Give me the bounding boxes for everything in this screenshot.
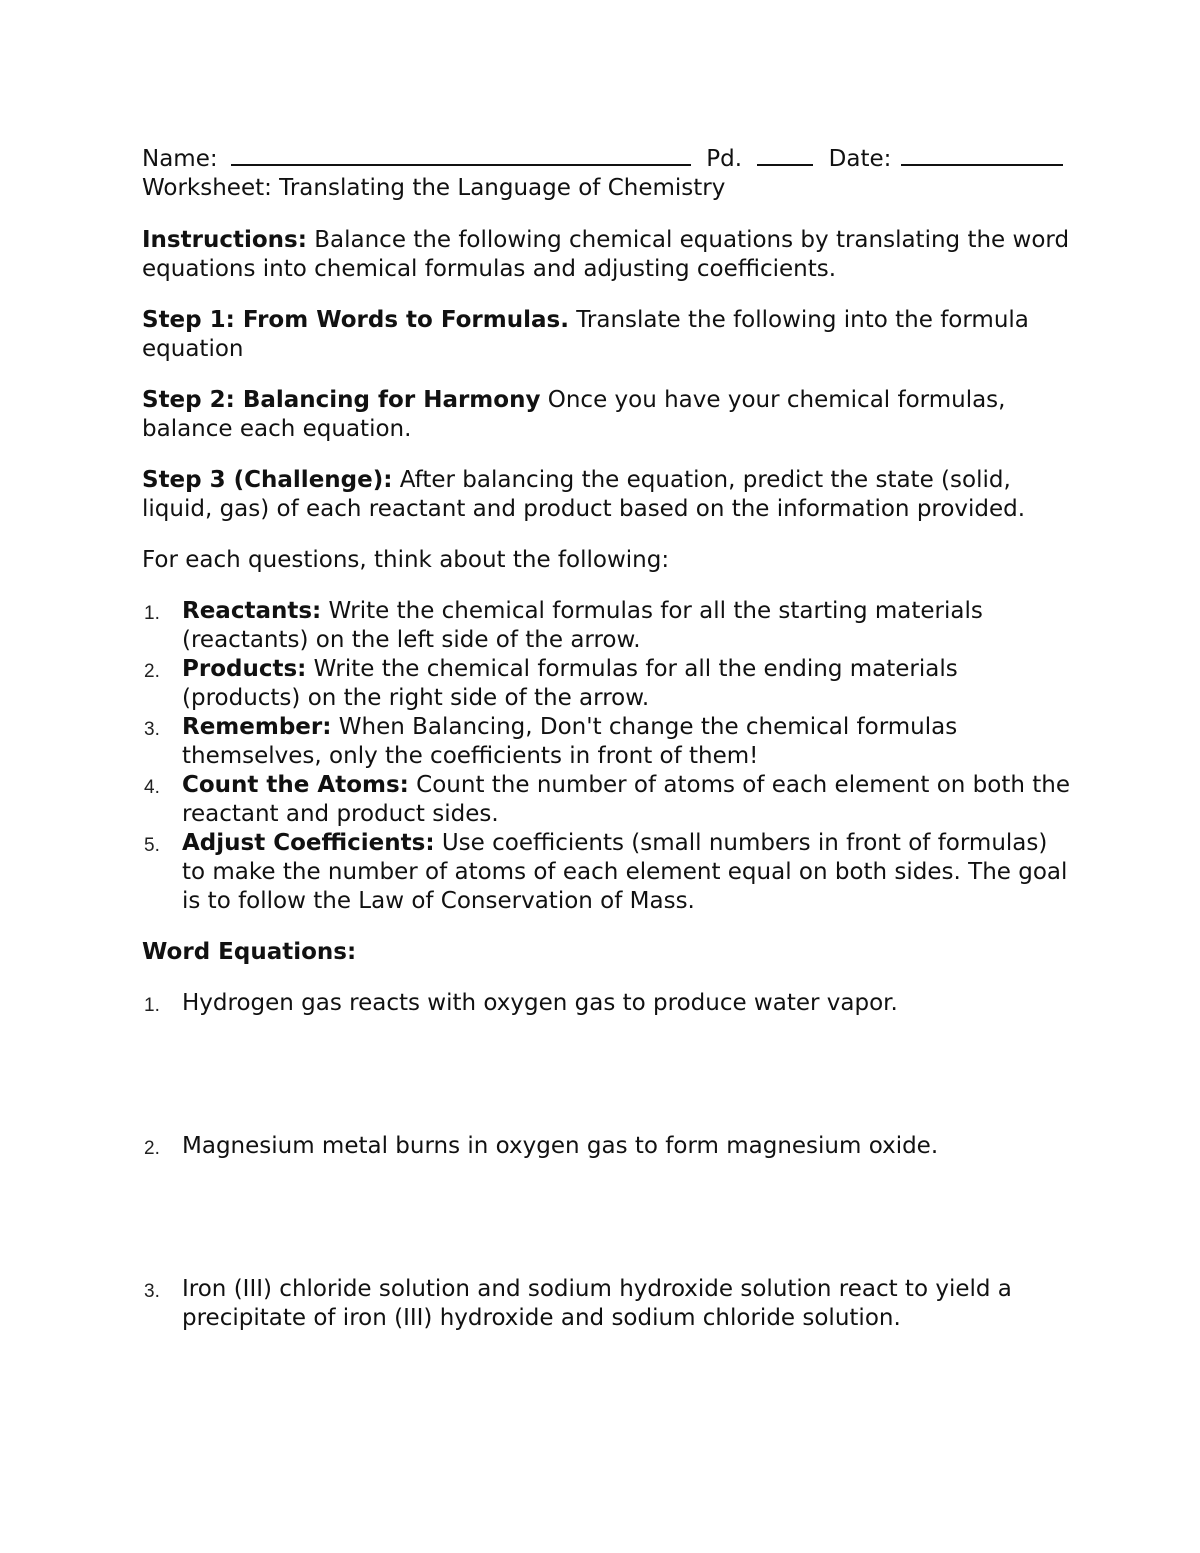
tip-text: Write the chemical formulas for all the starting materials (reactants) on the left side of the arrow. xyxy=(182,598,983,653)
tip-text: Count the number of atoms of each element on both the reactant and product sides. xyxy=(182,772,1070,827)
word-equations-heading-text: Word Equations: xyxy=(142,939,357,965)
tip-label: Reactants: xyxy=(182,598,322,624)
step-3-paragraph xyxy=(142,466,1072,524)
tip-text: When Balancing, Don't change the chemical formulas themselves, only the coefficients in front of them! xyxy=(182,714,958,769)
word-equations-list xyxy=(142,989,1072,1333)
step-1-label: Step 1: From Words to Formulas. xyxy=(142,307,569,333)
list-number: 4. xyxy=(144,777,160,798)
list-number: 1. xyxy=(144,995,160,1016)
step-1-paragraph xyxy=(142,306,1072,364)
list-number: 5. xyxy=(144,835,160,856)
tip-label: Adjust Coefficients: xyxy=(182,830,435,856)
name-blank[interactable] xyxy=(231,142,691,166)
step-3-label: Step 3 (Challenge): xyxy=(142,467,393,493)
equation-text: Hydrogen gas reacts with oxygen gas to produce water vapor. xyxy=(182,990,898,1016)
pd-blank[interactable] xyxy=(757,142,813,166)
list-number: 2. xyxy=(144,1138,160,1159)
list-number: 1. xyxy=(144,603,160,624)
list-item xyxy=(142,771,1072,829)
think-intro: For each questions, think about the following: xyxy=(142,547,670,573)
tip-label: Count the Atoms: xyxy=(182,772,409,798)
list-number: 3. xyxy=(144,1281,160,1302)
word-equations-heading xyxy=(142,938,1072,967)
list-item xyxy=(142,829,1072,916)
instructions-paragraph xyxy=(142,226,1072,284)
name-label: Name: xyxy=(142,146,218,172)
list-item xyxy=(142,713,1072,771)
tip-label: Products: xyxy=(182,656,307,682)
header-line xyxy=(142,142,1072,174)
step-3-text: After balancing the equation, predict the state (solid, liquid, gas) of each reactant and product based on the information provided. xyxy=(142,467,1026,522)
step-2-label: Step 2: Balancing for Harmony xyxy=(142,387,541,413)
list-item xyxy=(142,989,1072,1018)
tip-label: Remember: xyxy=(182,714,332,740)
tips-list xyxy=(142,597,1072,916)
equation-text: Magnesium metal burns in oxygen gas to form magnesium oxide. xyxy=(182,1133,939,1159)
list-number: 3. xyxy=(144,719,160,740)
equation-text: Iron (III) chloride solution and sodium hydroxide solution react to yield a precipitate of iron (III) hydroxide and sodium chloride solution. xyxy=(182,1276,1012,1331)
list-item xyxy=(142,1275,1072,1333)
date-label: Date: xyxy=(828,146,892,172)
tip-text: Write the chemical formulas for all the ending materials (products) on the right side of the arrow. xyxy=(182,656,958,711)
instructions-label: Instructions: xyxy=(142,227,307,253)
tip-text: Use coefficients (small numbers in front of formulas) to make the number of atoms of each element equal on both sides. The goal is to follow the Law of Conservation of Mass. xyxy=(182,830,1068,914)
list-number: 2. xyxy=(144,661,160,682)
list-item xyxy=(142,655,1072,713)
list-item xyxy=(142,1132,1072,1161)
step-1-text: Translate the following into the formula equation xyxy=(142,307,1029,362)
list-item xyxy=(142,597,1072,655)
instructions-text: Balance the following chemical equations by translating the word equations into chemical formulas and adjusting coefficients. xyxy=(142,227,1070,282)
worksheet-title: Worksheet: Translating the Language of Chemistry xyxy=(142,175,726,201)
step-2-text: Once you have your chemical formulas, balance each equation. xyxy=(142,387,1006,442)
step-2-paragraph xyxy=(142,386,1072,444)
date-blank[interactable] xyxy=(901,142,1063,166)
pd-label: Pd. xyxy=(706,146,743,172)
worksheet-page xyxy=(142,138,1072,1333)
